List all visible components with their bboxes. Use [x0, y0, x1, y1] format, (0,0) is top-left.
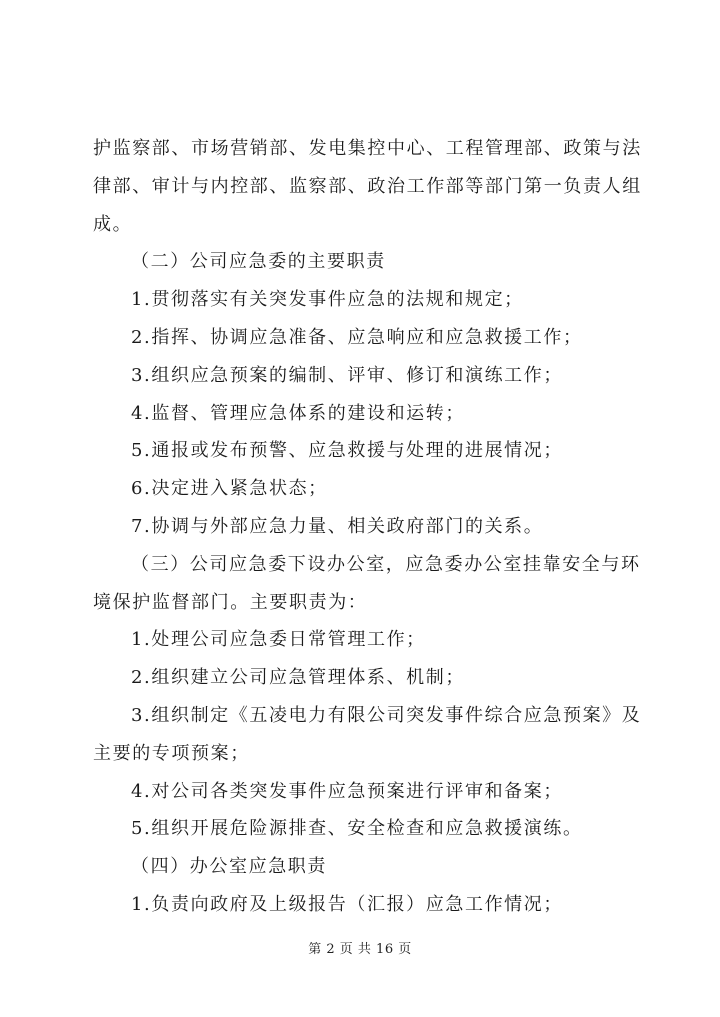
text-line: 2.指挥、协调应急准备、应急响应和应急救援工作；: [131, 326, 583, 348]
page-footer: 第 2 页 共 16 页: [308, 942, 412, 957]
text-line: （三）公司应急委下设办公室，应急委办公室挂靠安全与环: [131, 553, 641, 575]
text-line: 5.通报或发布预警、应急救援与处理的进展情况；: [131, 440, 563, 462]
text-line: （二）公司应急委的主要职责: [131, 251, 386, 273]
text-line: 6.决定进入紧急状态；: [131, 478, 328, 500]
text-line: 律部、审计与内控部、监察部、政治工作部等部门第一负责人组: [93, 175, 642, 197]
document-body: [93, 130, 642, 924]
text-line: 主要的专项预案；: [93, 742, 250, 764]
text-line: 5.组织开展危险源排查、安全检查和应急救援演练。: [131, 818, 583, 840]
text-line: 1.贯彻落实有关突发事件应急的法规和规定；: [131, 289, 524, 311]
text-line: 4.监督、管理应急体系的建设和运转；: [131, 402, 465, 424]
text-line: 7.协调与外部应急力量、相关政府部门的关系。: [131, 515, 544, 537]
text-line: 3.组织制定《五凌电力有限公司突发事件综合应急预案》及: [131, 704, 642, 726]
text-line: 4.对公司各类突发事件应急预案进行评审和备案；: [131, 780, 563, 802]
text-line: 境保护监督部门。主要职责为：: [93, 591, 368, 613]
text-line: 2.组织建立公司应急管理体系、机制；: [131, 667, 465, 689]
text-line: 1.负责向政府及上级报告（汇报）应急工作情况；: [131, 893, 563, 915]
text-line: 3.组织应急预案的编制、评审、修订和演练工作；: [131, 364, 563, 386]
text-line: （四）办公室应急职责: [131, 856, 327, 878]
text-line: 护监察部、市场营销部、发电集控中心、工程管理部、政策与法: [93, 138, 642, 159]
text-line: 1.处理公司应急委日常管理工作；: [131, 629, 426, 651]
text-line: 成。: [93, 213, 133, 235]
